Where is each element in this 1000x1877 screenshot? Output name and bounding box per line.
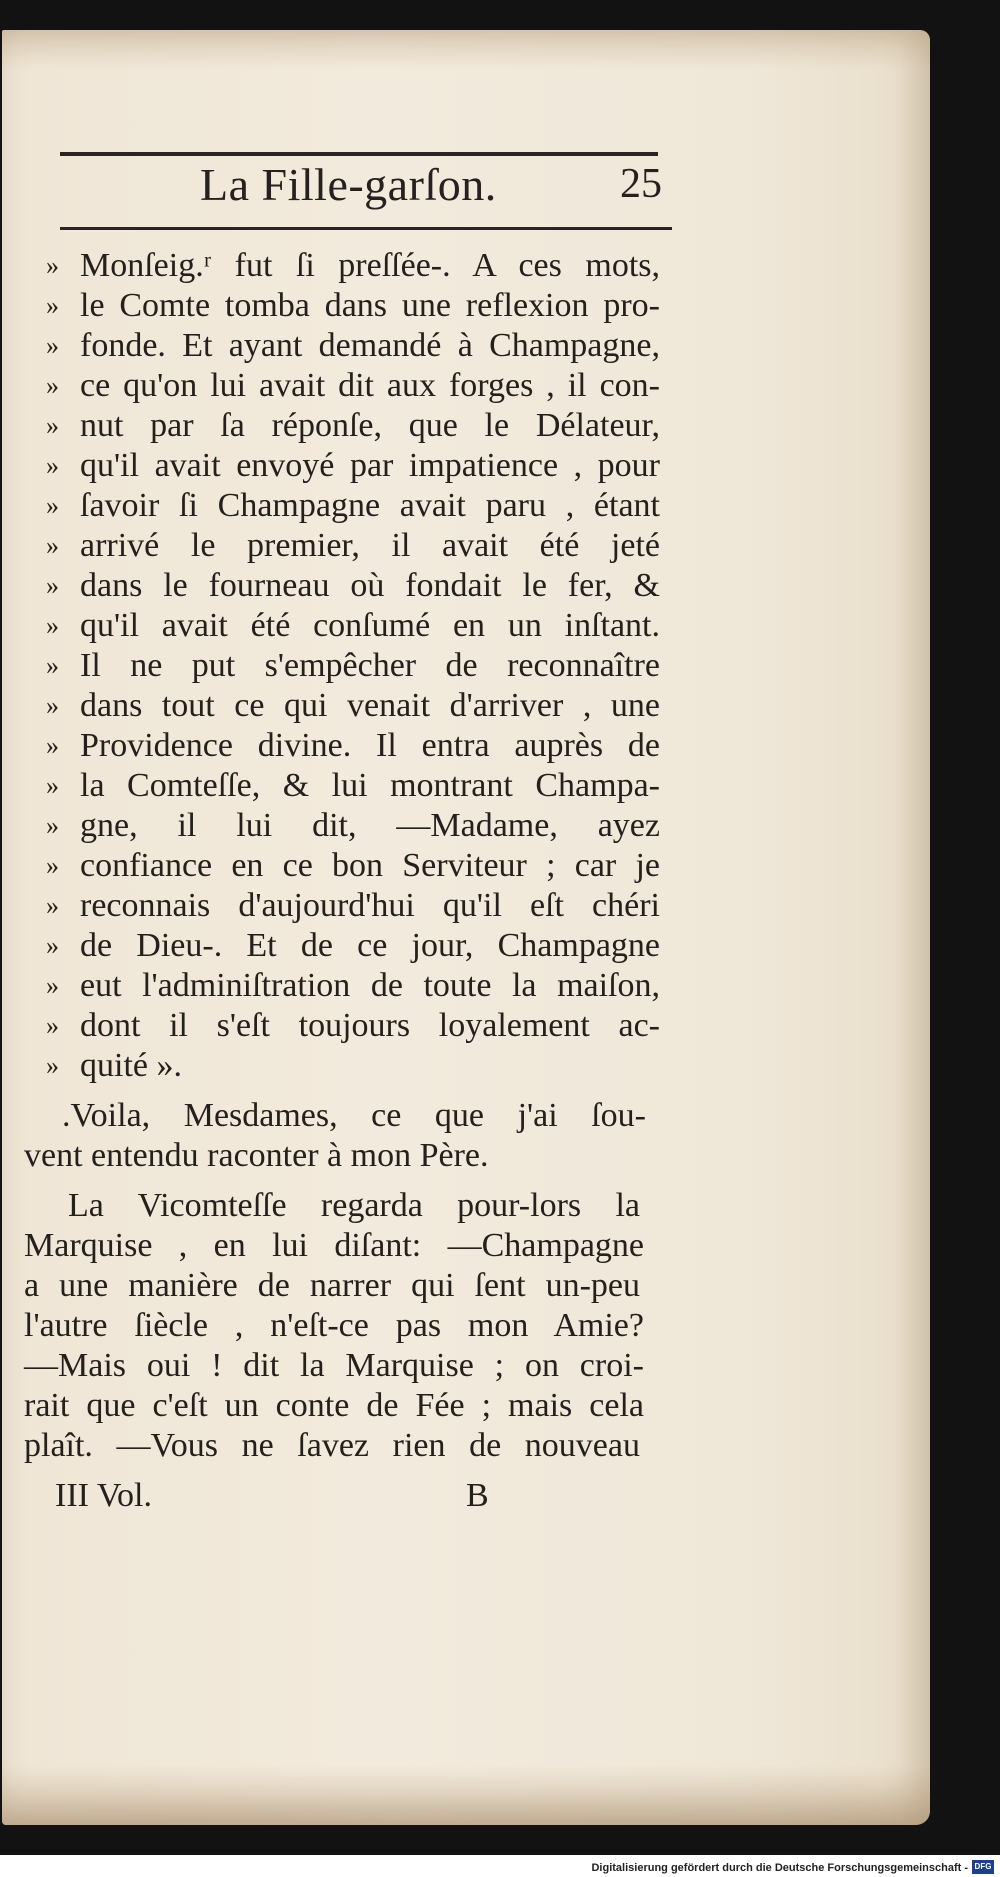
- quote-mark: »: [46, 611, 59, 640]
- quote-mark: »: [46, 731, 59, 760]
- line-text: reconnais d'aujourd'hui qu'il eſt chéri: [80, 887, 660, 924]
- line-text: la Comteſſe, & lui montrant Champa-: [80, 767, 660, 804]
- paragraph-line: a une manière de narrer qui ſent un-peu: [24, 1267, 640, 1304]
- credit-text: Digitalisierung gefördert durch die Deutsche Forschungsgemeinschaft -: [591, 1862, 968, 1874]
- quote-mark: »: [46, 291, 59, 320]
- line-text: confiance en ce bon Serviteur ; car je: [80, 847, 660, 884]
- paragraph-line: plaît. —Vous ne ſavez rien de nouveau: [24, 1427, 640, 1464]
- quote-mark: »: [46, 851, 59, 880]
- quote-mark: »: [46, 491, 59, 520]
- line-text: fonde. Et ayant demandé à Champagne,: [80, 327, 660, 364]
- paragraph-line: .Voila, Mesdames, ce que j'ai ſou-: [62, 1097, 646, 1134]
- paragraph-line: —Mais oui ! dit la Marquise ; on croi-: [24, 1347, 644, 1384]
- signature-letter: B: [466, 1477, 489, 1514]
- quote-mark: »: [46, 331, 59, 360]
- line-text: dans le fourneau où fondait le fer, &: [80, 567, 660, 604]
- paragraph-line: rait que c'eſt un conte de Fée ; mais cela: [24, 1387, 644, 1424]
- quote-mark: »: [46, 1051, 59, 1080]
- line-text: Il ne put s'empêcher de reconnaître: [80, 647, 660, 684]
- quote-mark: »: [46, 811, 59, 840]
- credit-bar: [0, 1855, 1000, 1877]
- paragraph-line: l'autre ſiècle , n'eſt-ce pas mon Amie?: [24, 1307, 644, 1344]
- line-text: quité ».: [80, 1047, 182, 1084]
- quote-mark: »: [46, 251, 59, 280]
- quote-mark: »: [46, 931, 59, 960]
- signature-mark: III Vol.: [55, 1477, 152, 1514]
- quote-mark: »: [46, 971, 59, 1000]
- running-title: La Fille-garſon.: [200, 159, 497, 210]
- paragraph-line: vent entendu raconter à mon Père.: [24, 1137, 489, 1174]
- line-text: eut l'adminiſtration de toute la maiſon,: [80, 967, 660, 1004]
- line-text: dont il s'eſt toujours loyalement ac-: [80, 1007, 660, 1044]
- line-text: qu'il avait envoyé par impatience , pour: [80, 447, 660, 484]
- page-bottom-stain: [2, 1765, 930, 1825]
- line-text: arrivé le premier, il avait été jeté: [80, 527, 660, 564]
- quote-mark: »: [46, 691, 59, 720]
- dfg-logo-icon: DFG: [972, 1860, 994, 1874]
- quote-mark: »: [46, 1011, 59, 1040]
- paragraph-line: Marquise , en lui diſant: —Champagne: [24, 1227, 644, 1264]
- quote-mark: »: [46, 451, 59, 480]
- line-text: qu'il avait été conſumé en un inſtant.: [80, 607, 660, 644]
- line-text: ce qu'on lui avait dit aux forges , il con-: [80, 367, 660, 404]
- line-text: nut par ſa réponſe, que le Délateur,: [80, 407, 660, 444]
- quote-mark: »: [46, 651, 59, 680]
- page-number: 25: [620, 161, 662, 207]
- header-rule-bottom: [60, 227, 672, 230]
- quote-mark: »: [46, 571, 59, 600]
- quote-mark: »: [46, 531, 59, 560]
- line-text: gne, il lui dit, —Madame, ayez: [80, 807, 660, 844]
- line-text: le Comte tomba dans une reflexion pro-: [80, 287, 660, 324]
- page-top-stain: [2, 30, 930, 70]
- line-text: Providence divine. Il entra auprès de: [80, 727, 660, 764]
- line-text: de Dieu-. Et de ce jour, Champagne: [80, 927, 660, 964]
- header-rule-top: [60, 152, 658, 156]
- quote-mark: »: [46, 411, 59, 440]
- quote-mark: »: [46, 891, 59, 920]
- quote-mark: »: [46, 371, 59, 400]
- quote-mark: »: [46, 771, 59, 800]
- line-text: Monſeig.ʳ fut ſi preſſée-. A ces mots,: [80, 247, 660, 284]
- line-text: ſavoir ſi Champagne avait paru , étant: [80, 487, 660, 524]
- line-text: dans tout ce qui venait d'arriver , une: [80, 687, 660, 724]
- paragraph-line: La Vicomteſſe regarda pour-lors la: [68, 1187, 640, 1224]
